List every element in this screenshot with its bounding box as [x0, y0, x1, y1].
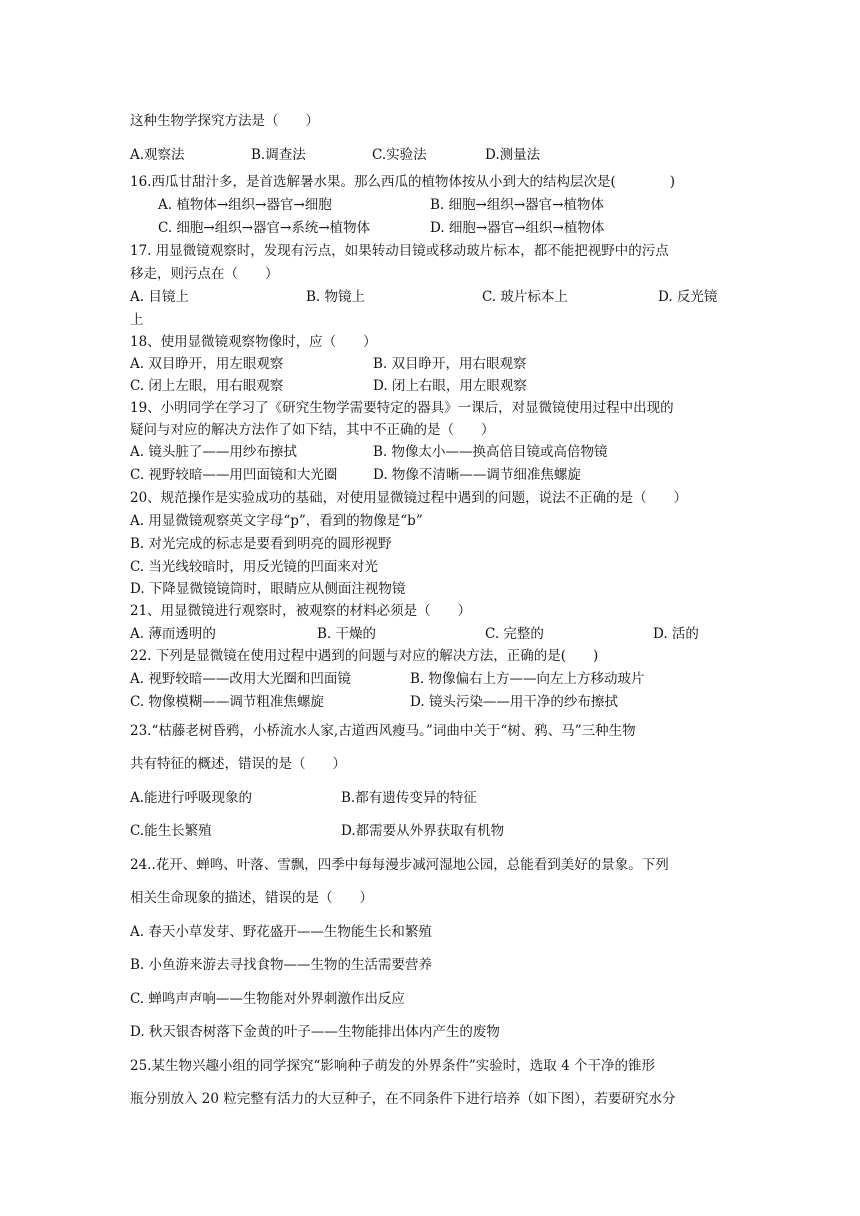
q18-option-a: A. 双目睁开，用左眼观察: [130, 356, 284, 372]
q24-option-b: B. 小鱼游来游去寻找食物——生物的生活需要营养: [130, 957, 433, 973]
q17-stem-line2: 移走，则污点在（ ）: [130, 266, 279, 282]
q17-option-a: A. 目镜上: [130, 289, 189, 305]
q24-option-a: A. 春天小草发芽、野花盛开——生物能生长和繁殖: [130, 924, 432, 940]
q16-option-a: A. 植物体→组织→器官→细胞: [158, 197, 332, 213]
q15-option-d: D.测量法: [485, 147, 541, 163]
q19-option-a: A. 镜头脏了——用纱布擦拭: [130, 444, 297, 460]
q20-option-b: B. 对光完成的标志是要看到明亮的圆形视野: [130, 536, 392, 552]
q23-option-d: D.都需要从外界获取有机物: [341, 823, 505, 839]
q20-option-c: C. 当光线较暗时，用反光镜的凹面来对光: [130, 559, 378, 575]
q15-option-b: B.调查法: [251, 147, 306, 163]
q20-stem: 20、规范操作是实验成功的基础，对使用显微镜过程中遇到的问题，说法不正确的是（ ）: [130, 490, 688, 506]
q16-option-b: B. 细胞→组织→器官→植物体: [430, 197, 604, 213]
q15-stem: 这种生物学探究方法是（ ）: [130, 113, 319, 129]
q23-stem-line2: 共有特征的概述，错误的是（ ）: [130, 756, 346, 772]
q24-option-c: C. 蝉鸣声声响——生物能对外界刺激作出反应: [130, 991, 405, 1007]
q21-option-d: D. 活的: [653, 626, 699, 642]
q21-option-c: C. 完整的: [485, 626, 544, 642]
q17-option-d-overflow: 上: [130, 312, 144, 328]
q21-stem: 21、用显微镜进行观察时，被观察的材料必须是（ ）: [130, 603, 472, 619]
q22-option-d: D. 镜头污染——用干净的纱布擦拭: [410, 694, 618, 710]
q19-stem-line1: 19、小明同学在学习了《研究生物学需要特定的器具》一课后，对显微镜使用过程中出现的: [130, 400, 674, 416]
q21-option-b: B. 干燥的: [317, 626, 377, 642]
q15-option-c: C.实验法: [372, 147, 427, 163]
q18-option-b: B. 双目睁开，用右眼观察: [373, 356, 527, 372]
q21-option-a: A. 薄而透明的: [130, 626, 216, 642]
q22-option-b: B. 物像偏右上方——向左上方移动玻片: [410, 671, 645, 687]
q18-option-c: C. 闭上左眼，用右眼观察: [130, 378, 284, 394]
q25-stem-line1: 25.某生物兴趣小组的同学探究“影响种子萌发的外界条件”实验时，选取 4 个干净的锥形: [130, 1058, 655, 1074]
q23-option-c: C.能生长繁殖: [130, 823, 212, 839]
q25-stem-line2: 瓶分别放入 20 粒完整有活力的大豆种子，在不同条件下进行培养（如下图），若要研究水分: [130, 1091, 676, 1107]
q24-stem-line2: 相关生命现象的描述，错误的是（ ）: [130, 890, 373, 906]
q17-option-b: B. 物镜上: [306, 289, 366, 305]
q19-option-d: D. 物像不清晰——调节细准焦螺旋: [373, 467, 581, 483]
q16-option-d: D. 细胞→器官→组织→植物体: [430, 220, 605, 236]
q17-option-c: C. 玻片标本上: [482, 289, 568, 305]
q19-option-c: C. 视野较暗——用凹面镜和大光圈: [130, 467, 338, 483]
q18-option-d: D. 闭上右眼，用左眼观察: [373, 378, 527, 394]
q17-stem-line1: 17. 用显微镜观察时，发现有污点，如果转动目镜或移动玻片标本，都不能把视野中的污点: [130, 243, 669, 259]
q19-option-b: B. 物像太小——换高倍目镜或高倍物镜: [373, 444, 608, 460]
q23-option-b: B.都有遗传变异的特征: [341, 790, 477, 806]
q23-option-a: A.能进行呼吸现象的: [130, 790, 253, 806]
q16-stem: 16.西瓜甘甜汁多，是首选解暑水果。那么西瓜的植物体按从小到大的结构层次是( ): [130, 174, 676, 190]
q15-option-a: A.观察法: [130, 147, 185, 163]
q17-option-d: D. 反光镜: [658, 289, 718, 305]
q24-stem-line1: 24..花开、蝉鸣、叶落、雪飘，四季中每每漫步减河湿地公园，总能看到美好的景象。下列: [130, 857, 669, 873]
q18-stem: 18、使用显微镜观察物像时，应（ ）: [130, 334, 377, 350]
q24-option-d: D. 秋天银杏树落下金黄的叶子——生物能排出体内产生的废物: [130, 1024, 500, 1040]
q19-stem-line2: 疑问与对应的解决方法作了如下结，其中不正确的是（ ）: [130, 422, 495, 438]
q22-stem: 22. 下列是显微镜在使用过程中遇到的问题与对应的解决方法，正确的是( ): [130, 648, 599, 664]
q20-option-a: A. 用显微镜观察英文字母“p”，看到的物像是“b”: [130, 513, 423, 529]
q23-stem-line1: 23.“枯藤老树昏鸦，小桥流水人家,古道西风瘦马。”词曲中关于“树、鸦、马”三种生物: [130, 723, 636, 739]
q16-option-c: C. 细胞→组织→器官→系统→植物体: [158, 220, 371, 236]
q20-option-d: D. 下降显微镜镜筒时，眼睛应从侧面注视物镜: [130, 581, 406, 597]
q22-option-c: C. 物像模糊——调节粗准焦螺旋: [130, 694, 324, 710]
q22-option-a: A. 视野较暗——改用大光圈和凹面镜: [130, 671, 351, 687]
